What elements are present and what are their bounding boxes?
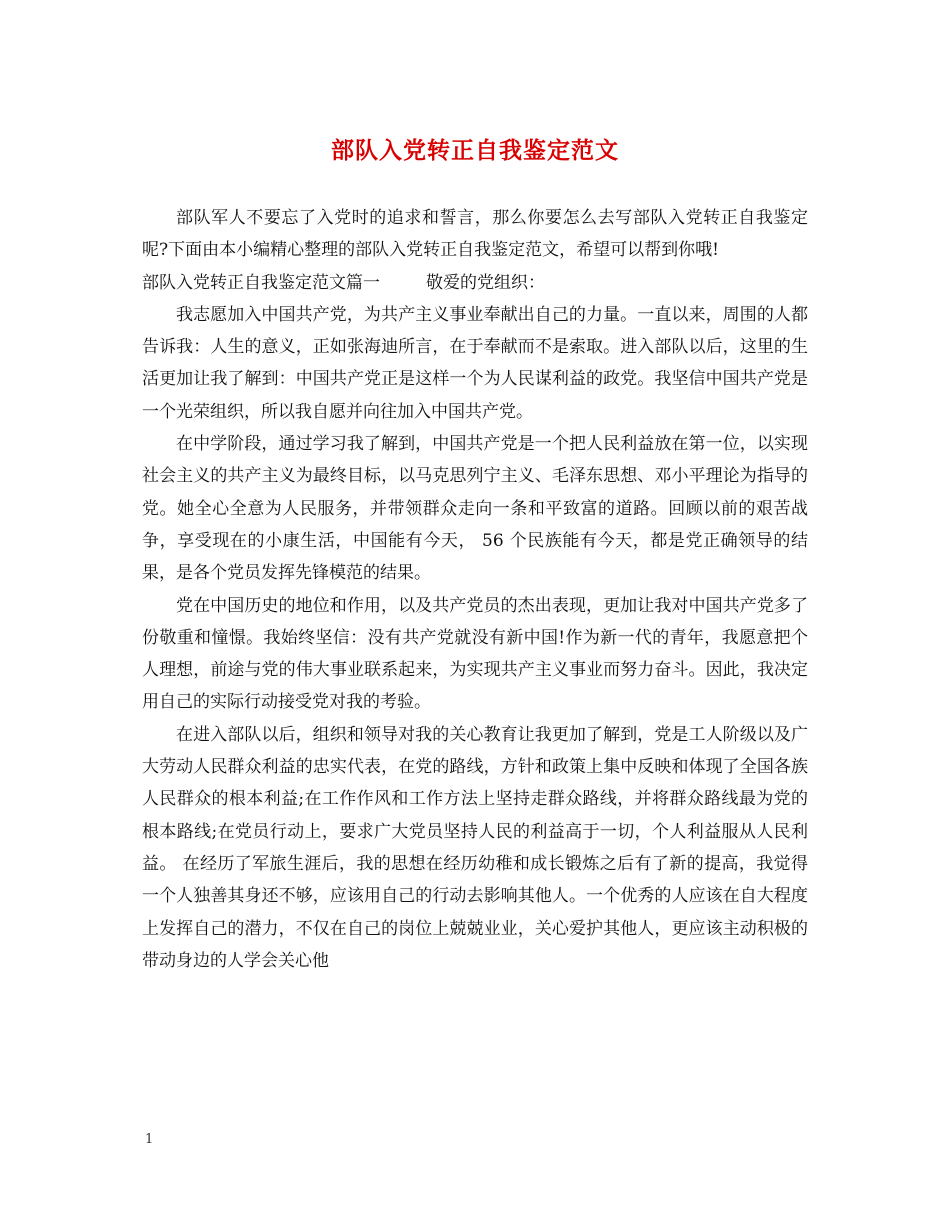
intro-paragraph: 部队军人不要忘了入党时的追求和誓言，那么你要怎么去写部队入党转正自我鉴定呢?下面由本小编精心整理的部队入党转正自我鉴定范文，希望可以帮到你哦!	[142, 208, 808, 261]
document-title: 部队入党转正自我鉴定范文	[331, 137, 619, 164]
section-heading-line	[142, 267, 808, 299]
page-number: 1	[145, 1132, 154, 1147]
body-paragraph-1: 我志愿加入中国共产党，为共产主义事业奉献出自己的力量。一直以来，周围的人都告诉我：人生的意义，正如张海迪所言，在于奉献而不是索取。进入部队以后，这里的生活更加让我了解到：中国共产党正是这样一个为人民谋利益的政党。我坚信中国共产党是一个光荣组织，所以我自愿并向往加入中国共产党。	[142, 304, 808, 422]
document-body	[142, 202, 808, 977]
body-paragraph-3: 党在中国历史的地位和作用，以及共产党员的杰出表现，更加让我对中国共产党多了份敬重和憧憬。我始终坚信：没有共产党就没有新中国!作为新一代的青年，我愿意把个人理想，前途与党的伟大事业联系起来，为实现共产主义事业而努力奋斗。因此，我决定用自己的实际行动接受党对我的考验。	[142, 595, 808, 713]
section-heading: 部队入党转正自我鉴定范文篇一	[142, 272, 380, 293]
body-paragraph-4: 在进入部队以后，组织和领导对我的关心教育让我更加了解到，党是工人阶级以及广大劳动人民群众利益的忠实代表，在党的路线，方针和政策上集中反映和体现了全国各族人民群众的根本利益;在工作作风和工作方法上坚持走群众路线，并将群众路线最为党的根本路线;在党员行动上，要求广大党员坚持人民的利益高于一切，个人利益服从人民利益。 在经历了军旅生涯后，我的思想在经历幼稚和成长锻炼之后有了新的提高，我觉得一个人独善其身还不够，应该用自己的行动去影响其他人。一个优秀的人应该在自大程度上发挥自己的潜力，不仅在自己的岗位上兢兢业业，关心爱护其他人，更应该主动积极的带动身边的人学会关心他	[142, 724, 808, 971]
salutation: 敬爱的党组织：	[426, 272, 545, 293]
body-paragraph-2: 在中学阶段，通过学习我了解到，中国共产党是一个把人民利益放在第一位，以实现社会主义的共产主义为最终目标，以马克思列宁主义、毛泽东思想、邓小平理论为指导的党。她全心全意为人民服务，并带领群众走向一条和平致富的道路。回顾以前的艰苦战争，享受现在的小康生活，中国能有今天， 56 个民族能有今天，都是党正确领导的结果，是各个党员发挥先锋模范的结果。	[142, 434, 808, 584]
